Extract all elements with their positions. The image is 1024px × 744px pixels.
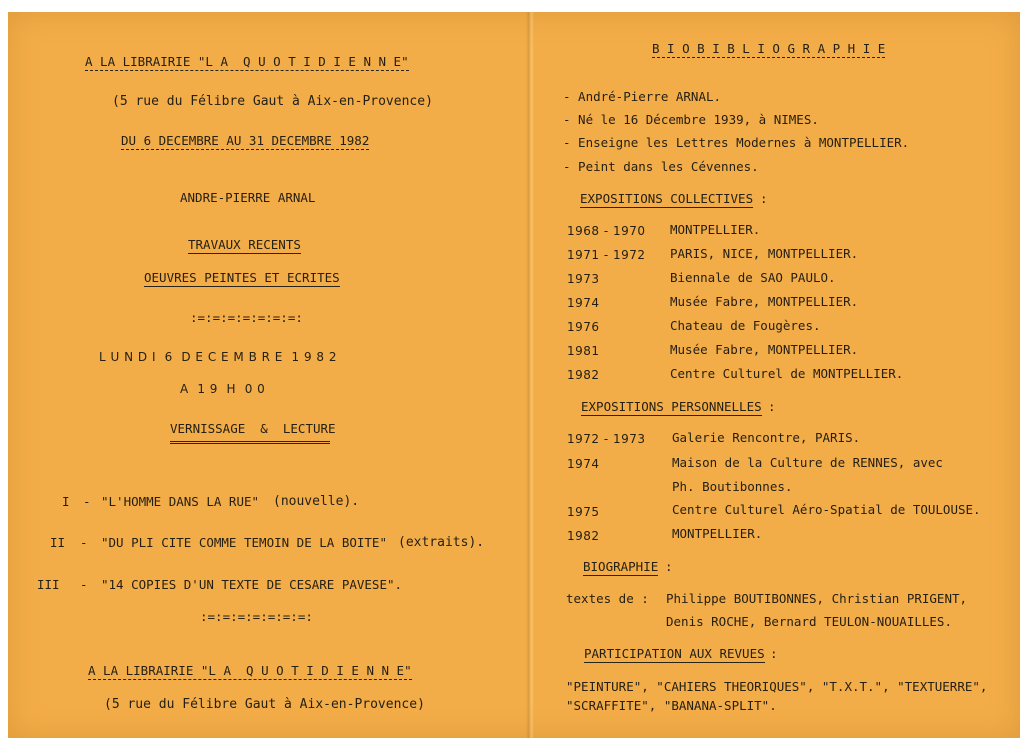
reading-title: "L'HOMME DANS LA RUE" (101, 494, 260, 509)
artist-name: ANDRE-PIERRE ARNAL (180, 190, 316, 205)
collective-place: Musée Fabre, MONTPELLIER. (670, 342, 859, 357)
reading-dash: - (80, 577, 88, 592)
exhibition-dates: DU 6 DECEMBRE AU 31 DECEMBRE 1982 (121, 133, 370, 148)
center-fold (526, 12, 534, 738)
bio-line: - André-Pierre ARNAL. (563, 89, 722, 104)
collective-year: 1981 (567, 344, 600, 358)
personal-place: Maison de la Culture de RENNES, avec (672, 455, 943, 470)
personal-exhibitions-heading: EXPOSITIONS PERSONNELLES (581, 399, 762, 414)
collective-year: 1974 (567, 296, 600, 310)
bio-line: - Né le 16 Décembre 1939, à NIMES. (563, 112, 819, 127)
opening-date: L U N D I 6 D E C E M B R E 1 9 8 2 (99, 350, 337, 364)
reading-numeral: I (62, 494, 70, 509)
collective-year: 1982 (567, 368, 600, 382)
reading-note: (nouvelle). (273, 494, 360, 509)
collective-place: Musée Fabre, MONTPELLIER. (670, 294, 859, 309)
reviews-line1: "PEINTURE", "CAHIERS THEORIQUES", "T.X.T.", "TEXTUERRE", (566, 679, 988, 694)
personal-place: Ph. Boutibonnes. (672, 479, 793, 494)
event-title: VERNISSAGE & LECTURE (170, 421, 336, 436)
reading-dash: - (80, 535, 88, 550)
collective-year: 1971 - 1972 (567, 248, 646, 262)
biography-authors-line1: Philippe BOUTIBONNES, Christian PRIGENT, (666, 591, 968, 606)
collective-year: 1976 (567, 320, 600, 334)
personal-place: MONTPELLIER. (672, 526, 763, 541)
biobibliography-title: B I O B I B L I O G R A P H I E (652, 41, 886, 56)
biography-label: textes de : (566, 591, 649, 606)
reading-note: (extraits). (398, 535, 485, 550)
reading-dash: - (83, 494, 91, 509)
works-title-2: OEUVRES PEINTES ET ECRITES (144, 270, 340, 285)
reading-title: "DU PLI CITE COMME TEMOIN DE LA BOITE" (101, 535, 387, 550)
collective-place: PARIS, NICE, MONTPELLIER. (670, 246, 859, 261)
separator-bottom: :=:=:=:=:=:=:=: (200, 609, 313, 624)
collective-year: 1968 - 1970 (567, 224, 646, 238)
collective-exhibitions-heading: EXPOSITIONS COLLECTIVES (580, 191, 754, 206)
collective-place: Centre Culturel de MONTPELLIER. (670, 366, 904, 381)
biography-heading-colon: : (665, 559, 673, 574)
reading-numeral: III (37, 577, 60, 592)
reviews-line2: "SCRAFFITE", "BANANA-SPLIT". (566, 698, 777, 713)
library-address-bottom: (5 rue du Félibre Gaut à Aix-en-Provence) (104, 697, 425, 712)
personal-place: Galerie Rencontre, PARIS. (672, 430, 861, 445)
library-header-top: A LA LIBRAIRIE "L A Q U O T I D I E N N E" (85, 54, 409, 69)
personal-year: 1982 (567, 529, 600, 543)
personal-place: Centre Culturel Aéro-Spatial de TOULOUSE. (672, 502, 981, 517)
biography-heading: BIOGRAPHIE (583, 559, 659, 574)
collective-place: Chateau de Fougères. (670, 318, 821, 333)
personal-year: 1975 (567, 505, 600, 519)
reviews-heading-colon: : (770, 646, 778, 661)
personal-year: 1972 - 1973 (567, 432, 646, 446)
bio-line: - Peint dans les Cévennes. (563, 159, 759, 174)
separator-top: :=:=:=:=:=:=:=: (190, 310, 303, 325)
collective-place: MONTPELLIER. (670, 222, 761, 237)
library-header-bottom: A LA LIBRAIRIE "L A Q U O T I D I E N N E" (88, 663, 412, 678)
collective-heading-colon: : (760, 191, 768, 206)
collective-place: Biennale de SAO PAULO. (670, 270, 836, 285)
works-title-1: TRAVAUX RECENTS (188, 237, 301, 252)
reviews-heading: PARTICIPATION AUX REVUES (584, 646, 765, 661)
bio-line: - Enseigne les Lettres Modernes à MONTPELLIER. (563, 135, 910, 150)
personal-year: 1974 (567, 457, 600, 471)
personal-heading-colon: : (768, 399, 776, 414)
biography-authors-line2: Denis ROCHE, Bernard TEULON-NOUAILLES. (666, 614, 952, 629)
reading-numeral: II (50, 535, 66, 550)
opening-time: A 1 9 H 0 0 (180, 382, 266, 396)
reading-title: "14 COPIES D'UN TEXTE DE CESARE PAVESE". (101, 577, 403, 592)
collective-year: 1973 (567, 272, 600, 286)
event-title-double-underline (170, 441, 330, 444)
library-address-top: (5 rue du Félibre Gaut à Aix-en-Provence) (112, 94, 433, 109)
